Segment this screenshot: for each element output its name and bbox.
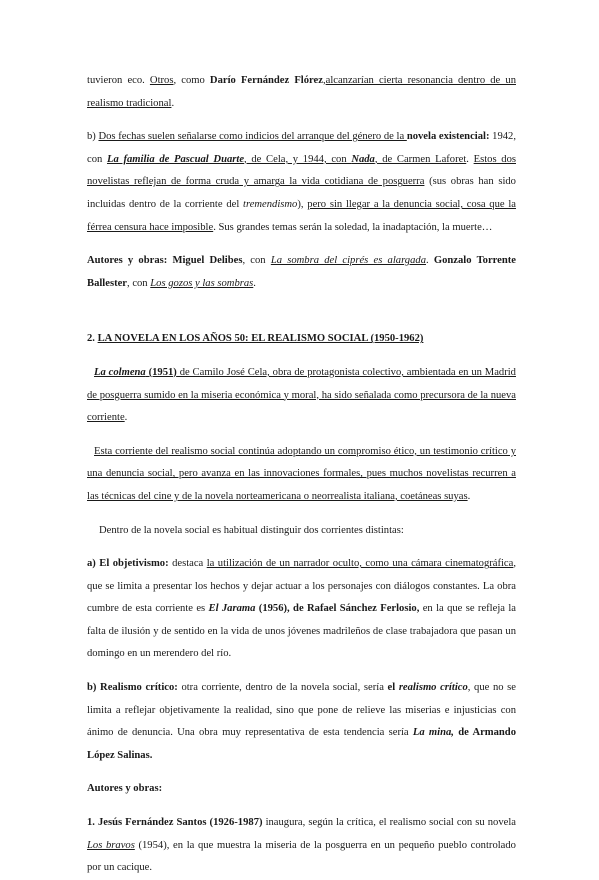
work-el-jarama: El Jarama <box>208 603 256 615</box>
work-la-colmena: La colmena <box>94 366 146 378</box>
work-los-gozos-y-las-sombras: Los gozos y las sombras <box>150 277 254 289</box>
term-novela-existencial: novela existencial: <box>406 131 490 143</box>
otros-text: Otros <box>149 75 174 86</box>
work-la-sombra-del-cipres: La sombra del ciprés es alargada <box>270 255 426 267</box>
term-realismo-critico: b) Realismo crítico: <box>87 682 178 694</box>
paragraph-la-colmena: La colmena (1951) de Camilo José Cela, obra de protagonista colectivo, ambientada en un Madrid de posguerra sumido en la miseria económica y moral, ha sido señalada como precursora de la nueva corriente. <box>87 366 516 424</box>
paragraph-autores-y-obras-1: Autores y obras: Miguel Delibes, con La sombra del ciprés es alargada. Gonzalo Torrente Ballester, con Los gozos y las sombras. <box>87 255 516 289</box>
author-dario-fernandez-florez: Darío Fernández Flórez <box>209 75 323 86</box>
paragraph-realismo-social: Esta corriente del realismo social continúa adoptando un compromiso ético, un testimonio crítico y una denuncia social, pero avanza en las innovaciones formales, pues muchos novelistas recurren a las técnicas del cine y de la novela norteamericana o neorrealista italiana, coetáneas suyas. <box>87 445 516 502</box>
paragraph-tradicional: tuvieron eco. Otros, como Darío Fernández Flórez,alcanzarían cierta resonancia dentro de un realismo tradicional. <box>87 75 516 109</box>
term-objetivismo: a) El objetivismo: <box>87 558 169 570</box>
term-tremendismo: tremendismo <box>243 198 298 210</box>
paragraph-dos-corrientes: Dentro de la novela social es habitual distinguir dos corrientes distintas: <box>99 524 404 536</box>
work-la-familia-de-pascual-duarte: La familia de Pascual Duarte <box>106 153 245 165</box>
work-la-mina: La mina, <box>412 727 454 739</box>
section-heading: 2. LA NOVELA EN LOS AÑOS 50: EL REALISMO SOCIAL (1950-1962) <box>87 333 424 345</box>
subheading-autores-y-obras: Autores y obras: <box>87 783 163 795</box>
work-nada: Nada <box>351 153 375 165</box>
paragraph-novela-existencial: b) Dos fechas suelen señalarse como indicios del arranque del género de la novela existencial: 1942, con La familia de Pascual Duarte, de Cela, y 1944, con Nada, de Carmen Laforet. Estos dos novelistas reflejan de forma cruda y amarga la vida cotidiana de posguerra (sus obras han sido incluidas dentro de la corriente del tremendismo), pero sin llegar a la denuncia social, cosa que la férrea censura hace imposible. Sus grandes temas serán la soledad, la inadaptación, la muerte… <box>87 131 516 233</box>
paragraph-realismo-critico: b) Realismo crítico: otra corriente, dentro de la novela social, sería el realismo crítico, que no se limita a reflejar objetivamente la realidad, sino que pone de relieve las miserias e injusticias con ánimo de denuncia. Una obra muy representativa de esta tendencia sería La mina, de Armando López Salinas. <box>87 682 517 761</box>
paragraph-fernandez-santos: 1. Jesús Fernández Santos (1926-1987) inaugura, según la crítica, el realismo social con su novela Los bravos (1954), en la que muestra la miseria de la posguerra en un pequeño pueblo controlado por un cacique. <box>87 817 516 874</box>
work-los-bravos: Los bravos <box>87 839 135 851</box>
paragraph-objetivismo: a) El objetivismo: destaca la utilización de un narrador oculto, como una cámara cinematográfica, que se limita a presentar los hechos y dejar actuar a los personajes con diálogos constantes. La obra cumbre de esta corriente es El Jarama (1956), de Rafael Sánchez Ferlosio, en la que se refleja la falta de ilusión y de sentido en la vida de unos jóvenes madrileños de clase trabajadora que pasan un domingo en un merendero del río. <box>87 558 516 660</box>
author-jesus-fernandez-santos: 1. Jesús Fernández Santos (1926-1987) <box>87 817 263 829</box>
